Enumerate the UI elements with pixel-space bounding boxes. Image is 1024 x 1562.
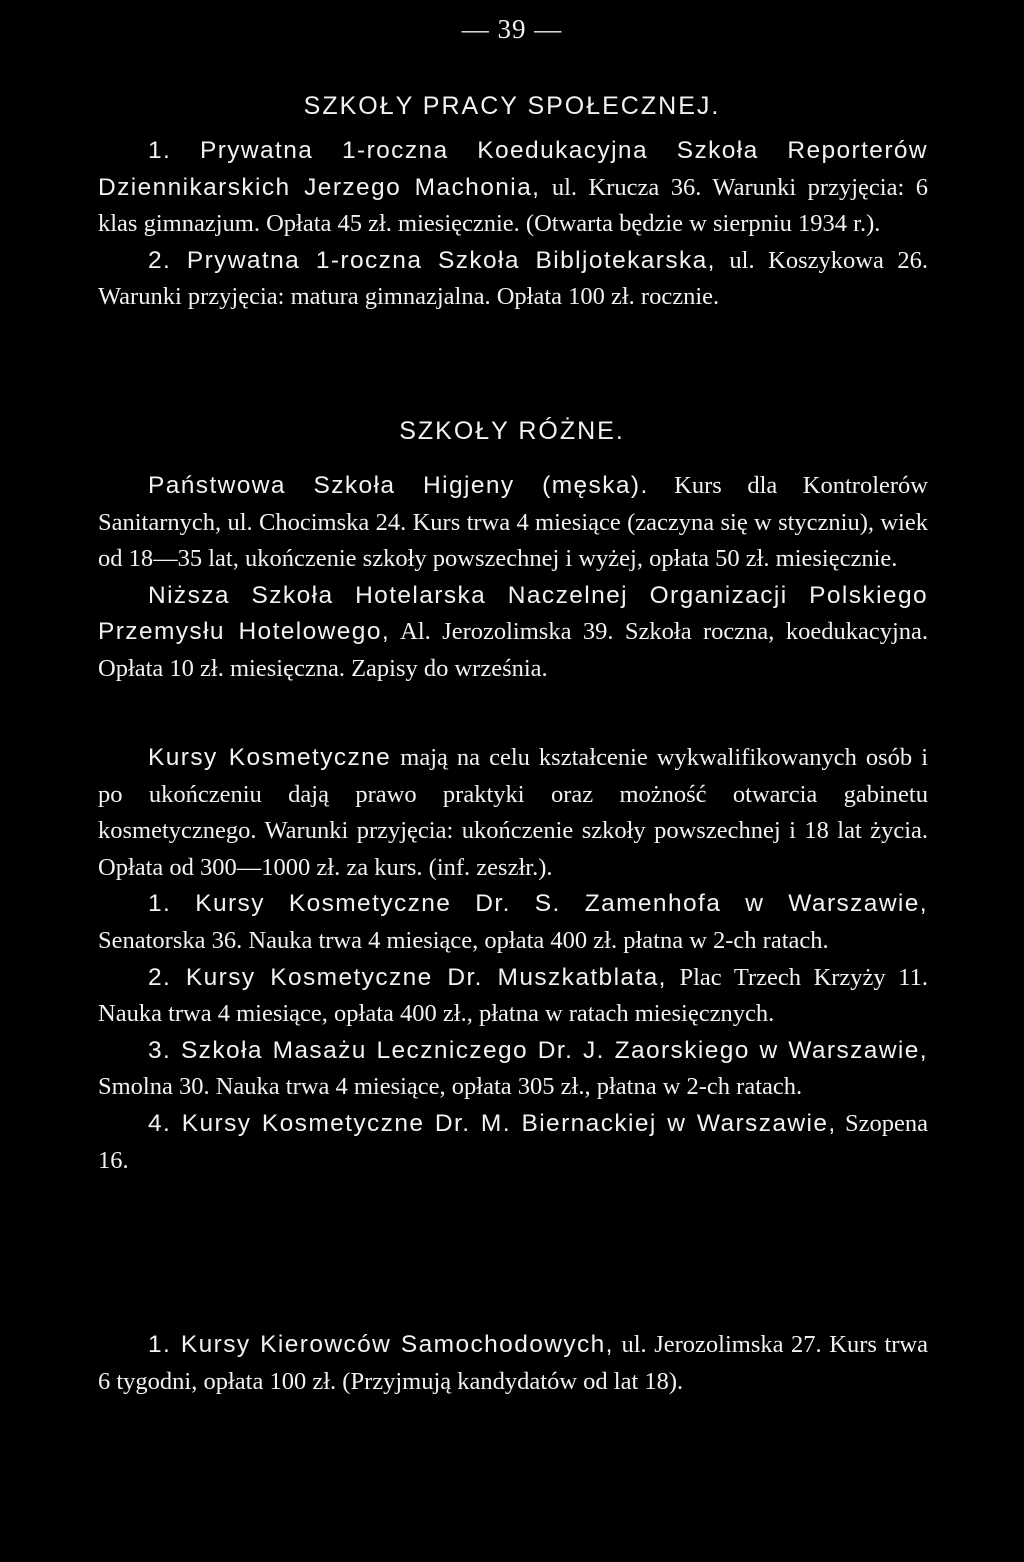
entry-zamenhofa: [98, 886, 928, 959]
entry-kierowcow: [98, 1327, 928, 1400]
entry-text: ul. Koszykowa 26. Warunki przyjęcia: matura gimnazjalna. Opłata 100 zł. rocznie.: [98, 246, 928, 311]
entry-higjeny: [98, 468, 928, 578]
section-kierowcow-body: [98, 1327, 928, 1400]
entry-zaorskiego: [98, 1033, 928, 1106]
entry-name: 4. Kursy Kosmetyczne Dr. M. Biernackiej w Warszawie,: [148, 1109, 837, 1137]
entry-text: Senatorska 36. Nauka trwa 4 miesiące, opłata 400 zł. płatna w 2-ch ratach.: [98, 926, 829, 954]
entry-kosmetyczne-intro: [98, 740, 928, 886]
entry-name: 2. Prywatna 1-roczna Szkoła Bibljotekarska,: [148, 246, 716, 274]
section-szkoly-pracy-body: [98, 133, 928, 316]
entry-text: Kurs dla Kontrolerów Sanitarnych, ul. Chocimska 24. Kurs trwa 4 miesiące (zaczyna się w styczniu), wiek od 18—35 lat, ukończenie szkoły powszechnej i wyżej, opłata 50 zł. miesięcznie.: [98, 472, 929, 573]
entry-text: Smolna 30. Nauka trwa 4 miesiące, opłata 305 zł., płatna w 2-ch ratach.: [98, 1073, 803, 1101]
entry-muszkatblata: [98, 960, 928, 1033]
entry-name: 3. Szkoła Masażu Leczniczego Dr. J. Zaorskiego w Warszawie,: [148, 1036, 928, 1064]
entry-text: mają na celu kształcenie wykwalifikowanych osób i po ukończeniu dają prawo praktyki oraz możność otwarcia gabinetu kosmetycznego. Warunki przyjęcia: ukończenie szkoły powszechnej i 18 lat życia. Opłata od 300—1000 zł. za kurs. (inf. zeszłr.).: [98, 744, 928, 881]
page-number: — 39 —: [461, 14, 563, 44]
entry-name: Niższa Szkoła Hotelarska Naczelnej Organizacji Polskiego Przemysłu Hotelowego,: [98, 581, 928, 646]
section-szkoly-rozne-body: [98, 468, 928, 688]
section-heading-szkoly-pracy: SZKOŁY PRACY SPOŁECZNEJ.: [303, 92, 721, 120]
section-kosmetyczne-body: [98, 740, 928, 1179]
entry-name: 1. Prywatna 1-roczna Koedukacyjna Szkoła Reporterów Dziennikarskich Jerzego Machonia,: [98, 137, 928, 201]
entry-name: Kursy Kosmetyczne: [148, 744, 392, 771]
entry-text: ul. Jerozolimska 27. Kurs trwa 6 tygodni, opłata 100 zł. (Przyjmują kandydatów od lat 18).: [98, 1331, 929, 1395]
entry-reporterow: [98, 133, 928, 243]
entry-text: ul. Krucza 36. Warunki przyjęcia: 6 klas gimnazjum. Opłata 45 zł. miesięcznie. (Otwarta będzie w sierpniu 1934 r.).: [98, 173, 928, 238]
section-heading-szkoly-rozne: SZKOŁY RÓŻNE.: [399, 417, 625, 445]
entry-name: 1. Kursy Kosmetyczne Dr. S. Zamenhofa w Warszawie,: [148, 890, 928, 918]
entry-text: Al. Jerozolimska 39. Szkoła roczna, koedukacyjna. Opłata 10 zł. miesięczna. Zapisy do września.: [98, 618, 929, 682]
entry-hotelarska: [98, 578, 928, 688]
entry-name: 2. Kursy Kosmetyczne Dr. Muszkatblata,: [148, 963, 667, 991]
entry-biernackiej: [98, 1106, 928, 1179]
entry-name: Państwowa Szkoła Higjeny (męska).: [148, 472, 649, 499]
entry-text: Szopena 16.: [98, 1109, 929, 1174]
entry-text: Plac Trzech Krzyży 11. Nauka trwa 4 miesiące, opłata 400 zł., płatna w ratach miesięcznych.: [98, 963, 928, 1028]
entry-name: 1. Kursy Kierowców Samochodowych,: [148, 1331, 614, 1358]
entry-bibljotekarska: [98, 243, 928, 316]
